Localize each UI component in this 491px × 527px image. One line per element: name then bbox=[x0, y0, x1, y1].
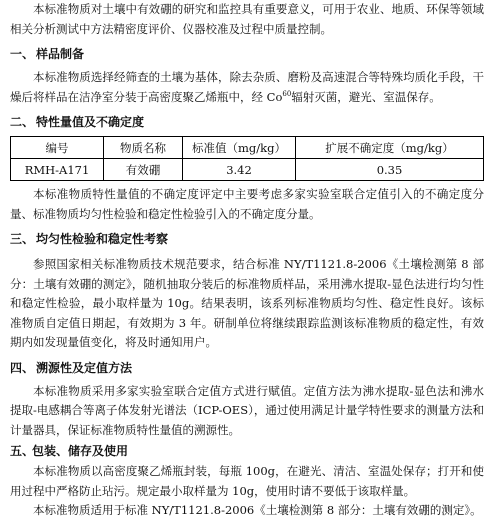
section-4-number: 四、 bbox=[10, 360, 35, 375]
section-4-paragraph: 本标准物质采用多家实验室联合定值方式进行赋值。定值方法为沸水提取-显色法和沸水提取-电感耦合等离子体发射光谱法（ICP-OES），通过使用满足计量学特性要求的测量方法和计量器具，保证标准物质特性量值的溯源性。 bbox=[10, 383, 484, 437]
section-2-heading bbox=[10, 112, 484, 132]
section-4-heading bbox=[10, 358, 484, 378]
cell-code: RMH-A171 bbox=[11, 159, 104, 181]
header-code: 编号 bbox=[11, 137, 104, 159]
section-2-note: 本标准物质特性量值的不确定度评定中主要考虑多家实验室联合定值引入的不确定度分量、标准物质均匀性检验和稳定性检验引入的不确定度分量。 bbox=[10, 187, 484, 221]
section-2-title: 特性量值及不确定度 bbox=[36, 115, 145, 129]
section-1-number: 一、 bbox=[10, 47, 35, 61]
section-1-title: 样品制备 bbox=[36, 47, 85, 61]
section-5-trailing-paragraph: 本标准物质适用于标准 NY/T1121.8-2006《土壤检测第 8 部分：土壤有效硼的测定》。 bbox=[33, 503, 482, 517]
section-1-text-b: 辐射灭菌，避光、室温保存。 bbox=[291, 89, 441, 104]
cell-material-name: 有效硼 bbox=[104, 159, 183, 181]
cell-uncertainty: 0.35 bbox=[296, 159, 484, 181]
section-3-title: 均匀性检验和稳定性考察 bbox=[36, 232, 169, 246]
section-5-paragraph: 本标准物质以高密度聚乙烯瓶封装，每瓶 100g，在避光、清洁、室温处保存；打开和使用过程中严格防止玷污。规定最小取样量为 10g，使用时请不要低于该取样量。 bbox=[10, 464, 484, 498]
section-5-heading bbox=[10, 441, 484, 461]
section-1-paragraph bbox=[10, 68, 484, 107]
cobalt-isotope-superscript: 60 bbox=[282, 89, 292, 98]
table-row bbox=[11, 159, 484, 181]
section-4-title: 溯源性及定值方法 bbox=[36, 360, 133, 375]
property-values-table bbox=[10, 136, 484, 181]
table-header-row bbox=[11, 137, 484, 159]
section-5-title: 包装、储存及使用 bbox=[32, 444, 129, 458]
section-1-text-a: 本标准物质选择经筛查的土壤为基体，除去杂质、磨粉及高速混合等特殊均质化手段，干燥后将样品在洁净室分装于高密度聚乙烯瓶中，经 Co bbox=[10, 70, 484, 104]
document bbox=[10, 0, 484, 521]
header-expanded-uncertainty: 扩展不确定度（mg/kg） bbox=[296, 137, 484, 159]
cell-standard-value: 3.42 bbox=[183, 159, 296, 181]
section-3-number: 三、 bbox=[10, 232, 35, 246]
header-standard-value: 标准值（mg/kg） bbox=[183, 137, 296, 159]
section-2-number: 二、 bbox=[10, 115, 35, 129]
intro-paragraph: 本标准物质对土壤中有效硼的研究和监控具有重要意义，可用于农业、地质、环保等领域相关分析测试中方法精密度评价、仪器校准及过程中质量控制。 bbox=[10, 2, 484, 36]
header-material-name: 物质名称 bbox=[104, 137, 183, 159]
section-1-heading bbox=[10, 44, 484, 64]
section-5-number: 五、 bbox=[10, 444, 35, 458]
section-3-paragraph: 参照国家相关标准物质技术规范要求，结合标准 NY/T1121.8-2006《土壤检测第 8 部分：土壤有效硼的测定》，随机抽取分装后的标准物质样品，采用沸水提取-显色法进行均匀性和稳定性检验，最小取样量为 10g。结果表明，该系列标准物质均匀性、稳定性良好。该标准物质自定值日期起，有效期为 3 年。研制单位将继续跟踪监测该标准物质的稳定性，有效期内如发现量值变化，将及时通知用户。 bbox=[10, 257, 484, 349]
section-3-heading bbox=[10, 229, 484, 249]
